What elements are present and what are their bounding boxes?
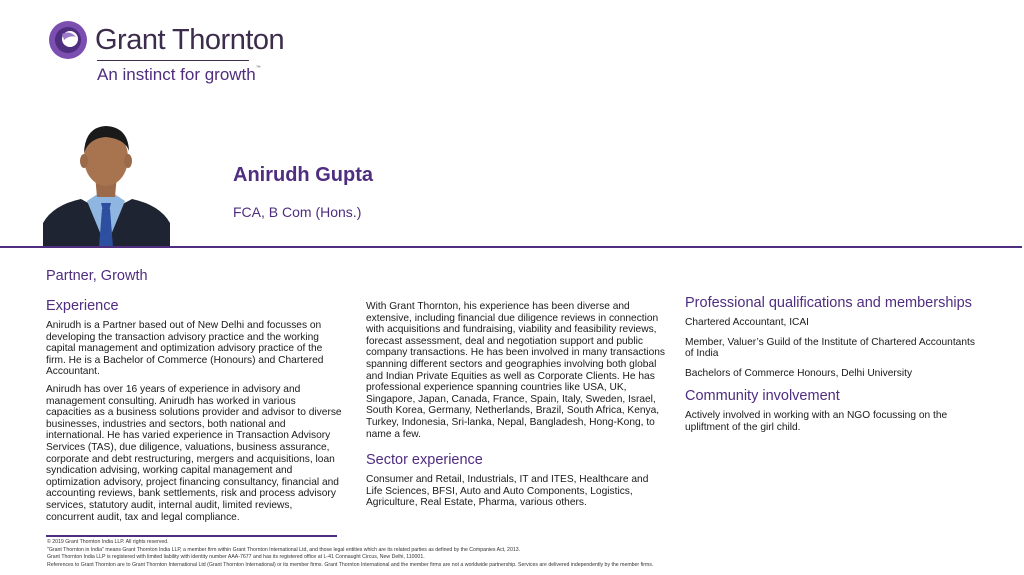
profile-photo bbox=[43, 113, 170, 247]
logo-divider bbox=[97, 60, 249, 61]
experience-paragraph: Anirudh is a Partner based out of New Delhi and focusses on developing the transaction advisory practice and the working capital management and optimization advisory practice of the firm. He is a Bachelor of Commerce (Honours) and Chartered Accountant. bbox=[46, 320, 324, 378]
experience-heading: Experience bbox=[46, 298, 119, 314]
logo-tagline: An instinct for growth™ bbox=[97, 65, 261, 84]
person-role: Partner, Growth bbox=[46, 268, 148, 284]
person-name: Anirudh Gupta bbox=[233, 164, 373, 186]
experience-paragraph: With Grant Thornton, his experience has been diverse and extensive, including financial due diligence reviews in connection with acquisitions and fundraising, viability and feasibility reviews, forecast assessment, deal and negotiation support and public company transactions. He has been involved in many transactions spanning different sectors and geographies involving both global and Indian Private Equities as well as Corporate Clients. He has professional experience spanning countries like USA, UK, Singapore, Japan, Canada, France, Spain, Italy, Sweden, Israel, South Korea, Germany, Netherlands, Brazil, South Africa, Kenya, Turkey, Indonesia, Sri-lanka, Nepal, Bangladesh, Hong-Kong, to name a few. bbox=[366, 301, 665, 440]
experience-column bbox=[46, 297, 342, 529]
sector-experience-heading: Sector experience bbox=[366, 452, 483, 469]
experience-paragraph: Anirudh has over 16 years of experience in advisory and management consulting. Anirudh has worked in various capacities as a business solutions provider and advisor to diverse businesses, industries and sectors, both national and international. He has varied experience in Transaction Advisory Services (TAS), due diligence, valuations, business assurance, corporate and debt restructuring, mergers and acquisitions, loan syndication advising, working capital management and optimization advisory, project financing consultancy, financial and accounting reviews, bank settlements, risk and process advisory services, statutory audit, internal audit, limited reviews, concurrent audit, tax and legal compliance. bbox=[46, 383, 342, 523]
community-involvement-text: Actively involved in working with an NGO focussing on the upliftment of the girl child. bbox=[685, 410, 948, 433]
sector-experience-text: Consumer and Retail, Industrials, IT and ITES, Healthcare and Life Sciences, BFSI, Auto and Auto Components, Logistics, Agriculture, Real Estate, Pharma, various others. bbox=[366, 474, 649, 509]
qualifications-heading: Professional qualifications and memberships bbox=[685, 295, 972, 311]
qualification-item: Bachelors of Commerce Honours, Delhi University bbox=[685, 367, 913, 379]
person-credentials: FCA, B Com (Hons.) bbox=[233, 204, 362, 220]
qualifications-column bbox=[685, 294, 985, 440]
legal-footer bbox=[47, 539, 1007, 569]
community-involvement-heading: Community involvement bbox=[685, 388, 840, 405]
copyright-line: © 2019 Grant Thornton India LLP. All rights reserved. bbox=[47, 539, 169, 545]
qualification-item: Chartered Accountant, ICAI bbox=[685, 317, 810, 328]
grant-thornton-logo bbox=[48, 20, 285, 90]
footer-divider bbox=[46, 535, 337, 537]
grant-thornton-logo-mark-icon bbox=[48, 20, 88, 60]
logo-wordmark: Grant Thornton bbox=[95, 24, 285, 56]
header-divider bbox=[0, 246, 1022, 248]
trademark-symbol: ™ bbox=[255, 65, 261, 71]
legal-line: Grant Thornton India LLP is registered with limited liability with identity number AAA-7677 and has its registered office at L-41 Connaught Circus, New Delhi, 110001. bbox=[47, 554, 425, 560]
legal-line: References to Grant Thornton are to Grant Thornton International Ltd (Grant Thornton International) or its member firms. Grant Thornton International and the member firms are not a worldwide partnership. Services are delivered independently by the member firms. bbox=[47, 561, 654, 568]
experience-continued-column bbox=[366, 301, 666, 515]
legal-line: "Grant Thornton in India" means Grant Thornton India LLP, a member firm within Grant Thornton International Ltd, and those legal entities which are its related parties as defined by the Companies Act, 2013. bbox=[47, 546, 521, 553]
qualification-item: Member, Valuer’s Guild of the Institute of Chartered Accountants of India bbox=[685, 336, 975, 360]
